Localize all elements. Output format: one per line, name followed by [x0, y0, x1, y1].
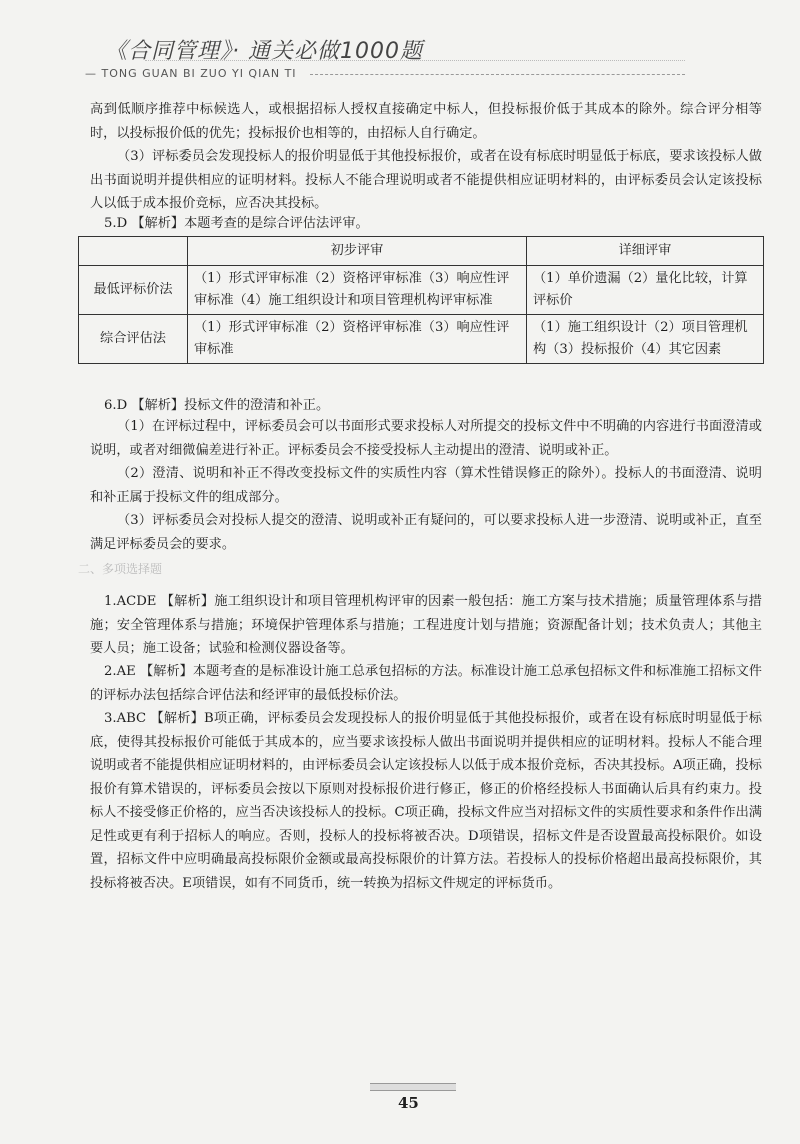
table-row-method: 综合评估法: [79, 315, 188, 364]
header-rule: [310, 74, 685, 75]
answer-multi-3: 3.ABC 【解析】B项正确，评标委员会发现投标人的报价明显低于其他投标报价，或者在设有标底时明显低于标底，使得其投标报价可能低于其成本的，应当要求该投标人做出书面说明并提供相应的证明材料。投标人不能合理说明或者不能提供相应证明材料的，由评标委员会认定该投标人以低于成本报价竞标，否决其投标。A项正确，投标报价有算术错误的，评标委员会按以下原则对投标报价进行修正，修正的价格经投标人书面确认后具有约束力。投标人不接受修正价格的，应当否决该投标人的投标。C项正确，投标文件应当对招标文件的实质性要求和条件作出满足性或更有利于招标人的响应。否则，投标人的投标将被否决。D项错误，招标文件是否设置最高投标限价。如设置，招标文件中应明确最高投标限价金额或最高投标限价的计算方法。若投标人的投标价格超出最高投标限价，其投标将被否决。E项错误，如有不同货币，统一转换为招标文件规定的评标货币。: [90, 711, 762, 891]
footer-ornament: [370, 1083, 456, 1091]
header-title: 《合同管理》· 通关必做1000题: [105, 39, 423, 64]
paragraph-item-3: （3）评标委员会发现投标人的报价明显低于其他投标报价，或者在设有标底时明显低于标底，要求该投标人做出书面说明并提供相应的证明材料。投标人不能合理说明或者不能提供相应证明材料的，由评标委员会认定该投标人以低于成本报价竞标，应否决其投标。: [90, 149, 762, 211]
paragraph-clarify-2: （2）澄清、说明和补正不得改变投标文件的实质性内容（算术性错误修正的除外）。投标人的书面澄清、说明和补正属于投标文件的组成部分。: [90, 466, 762, 505]
table-header-row: [79, 237, 764, 266]
table-cell-detailed: （1）单价遗漏（2）量化比较，计算评标价: [527, 266, 764, 315]
table-cell-preliminary: （1）形式评审标准（2）资格评审标准（3）响应性评审标准（4）施工组织设计和项目管理机构评审标准: [188, 266, 527, 315]
answer-5: 5.D 【解析】本题考查的是综合评估法评审。: [104, 216, 369, 231]
table-row: [79, 266, 764, 315]
evaluation-comparison-table: [78, 236, 764, 364]
page-number: 45: [398, 1094, 419, 1112]
table-row-method: 最低评标价法: [79, 266, 188, 315]
paragraph-continued: 高到低顺序推荐中标候选人，或根据招标人授权直接确定中标人，但投标报价低于其成本的除外。综合评分相等时，以投标报价低的优先；投标报价也相等的，由招标人自行确定。: [90, 102, 762, 141]
table-cell-preliminary: （1）形式评审标准（2）资格评审标准（3）响应性评审标准: [188, 315, 527, 364]
table-header-empty: [79, 237, 188, 266]
answer-multi-2: 2.AE 【解析】本题考查的是标准设计施工总承包招标的方法。标准设计施工总承包招标文件和标准施工招标文件的评标办法包括综合评估法和经评审的最低投标价法。: [90, 664, 762, 703]
table-header-detailed: 详细评审: [527, 237, 764, 266]
section-heading-multiple-choice: 二、多项选择题: [78, 562, 163, 576]
header-subtitle: — TONG GUAN BI ZUO YI QIAN TI: [85, 67, 297, 80]
answer-multi-1: 1.ACDE 【解析】施工组织设计和项目管理机构评审的因素一般包括：施工方案与技术措施；质量管理体系与措施；安全管理体系与措施；环境保护管理体系与措施；工程进度计划与措施；资源配备计划；技术负责人；其他主要人员；施工设备；试验和检测仪器设备等。: [90, 594, 762, 656]
table-cell-detailed: （1）施工组织设计（2）项目管理机构（3）投标报价（4）其它因素: [527, 315, 764, 364]
paragraph-clarify-3: （3）评标委员会对投标人提交的澄清、说明或补正有疑问的，可以要求投标人进一步澄清、说明或补正，直至满足评标委员会的要求。: [90, 513, 762, 552]
table-row: [79, 315, 764, 364]
paragraph-clarify-1: （1）在评标过程中，评标委员会可以书面形式要求投标人对所提交的投标文件中不明确的内容进行书面澄清或说明，或者对细微偏差进行补正。评标委员会不接受投标人主动提出的澄清、说明或补正。: [90, 419, 762, 458]
page-header: [85, 34, 725, 84]
answer-6: 6.D 【解析】投标文件的澄清和补正。: [104, 398, 330, 413]
table-header-preliminary: 初步评审: [188, 237, 527, 266]
